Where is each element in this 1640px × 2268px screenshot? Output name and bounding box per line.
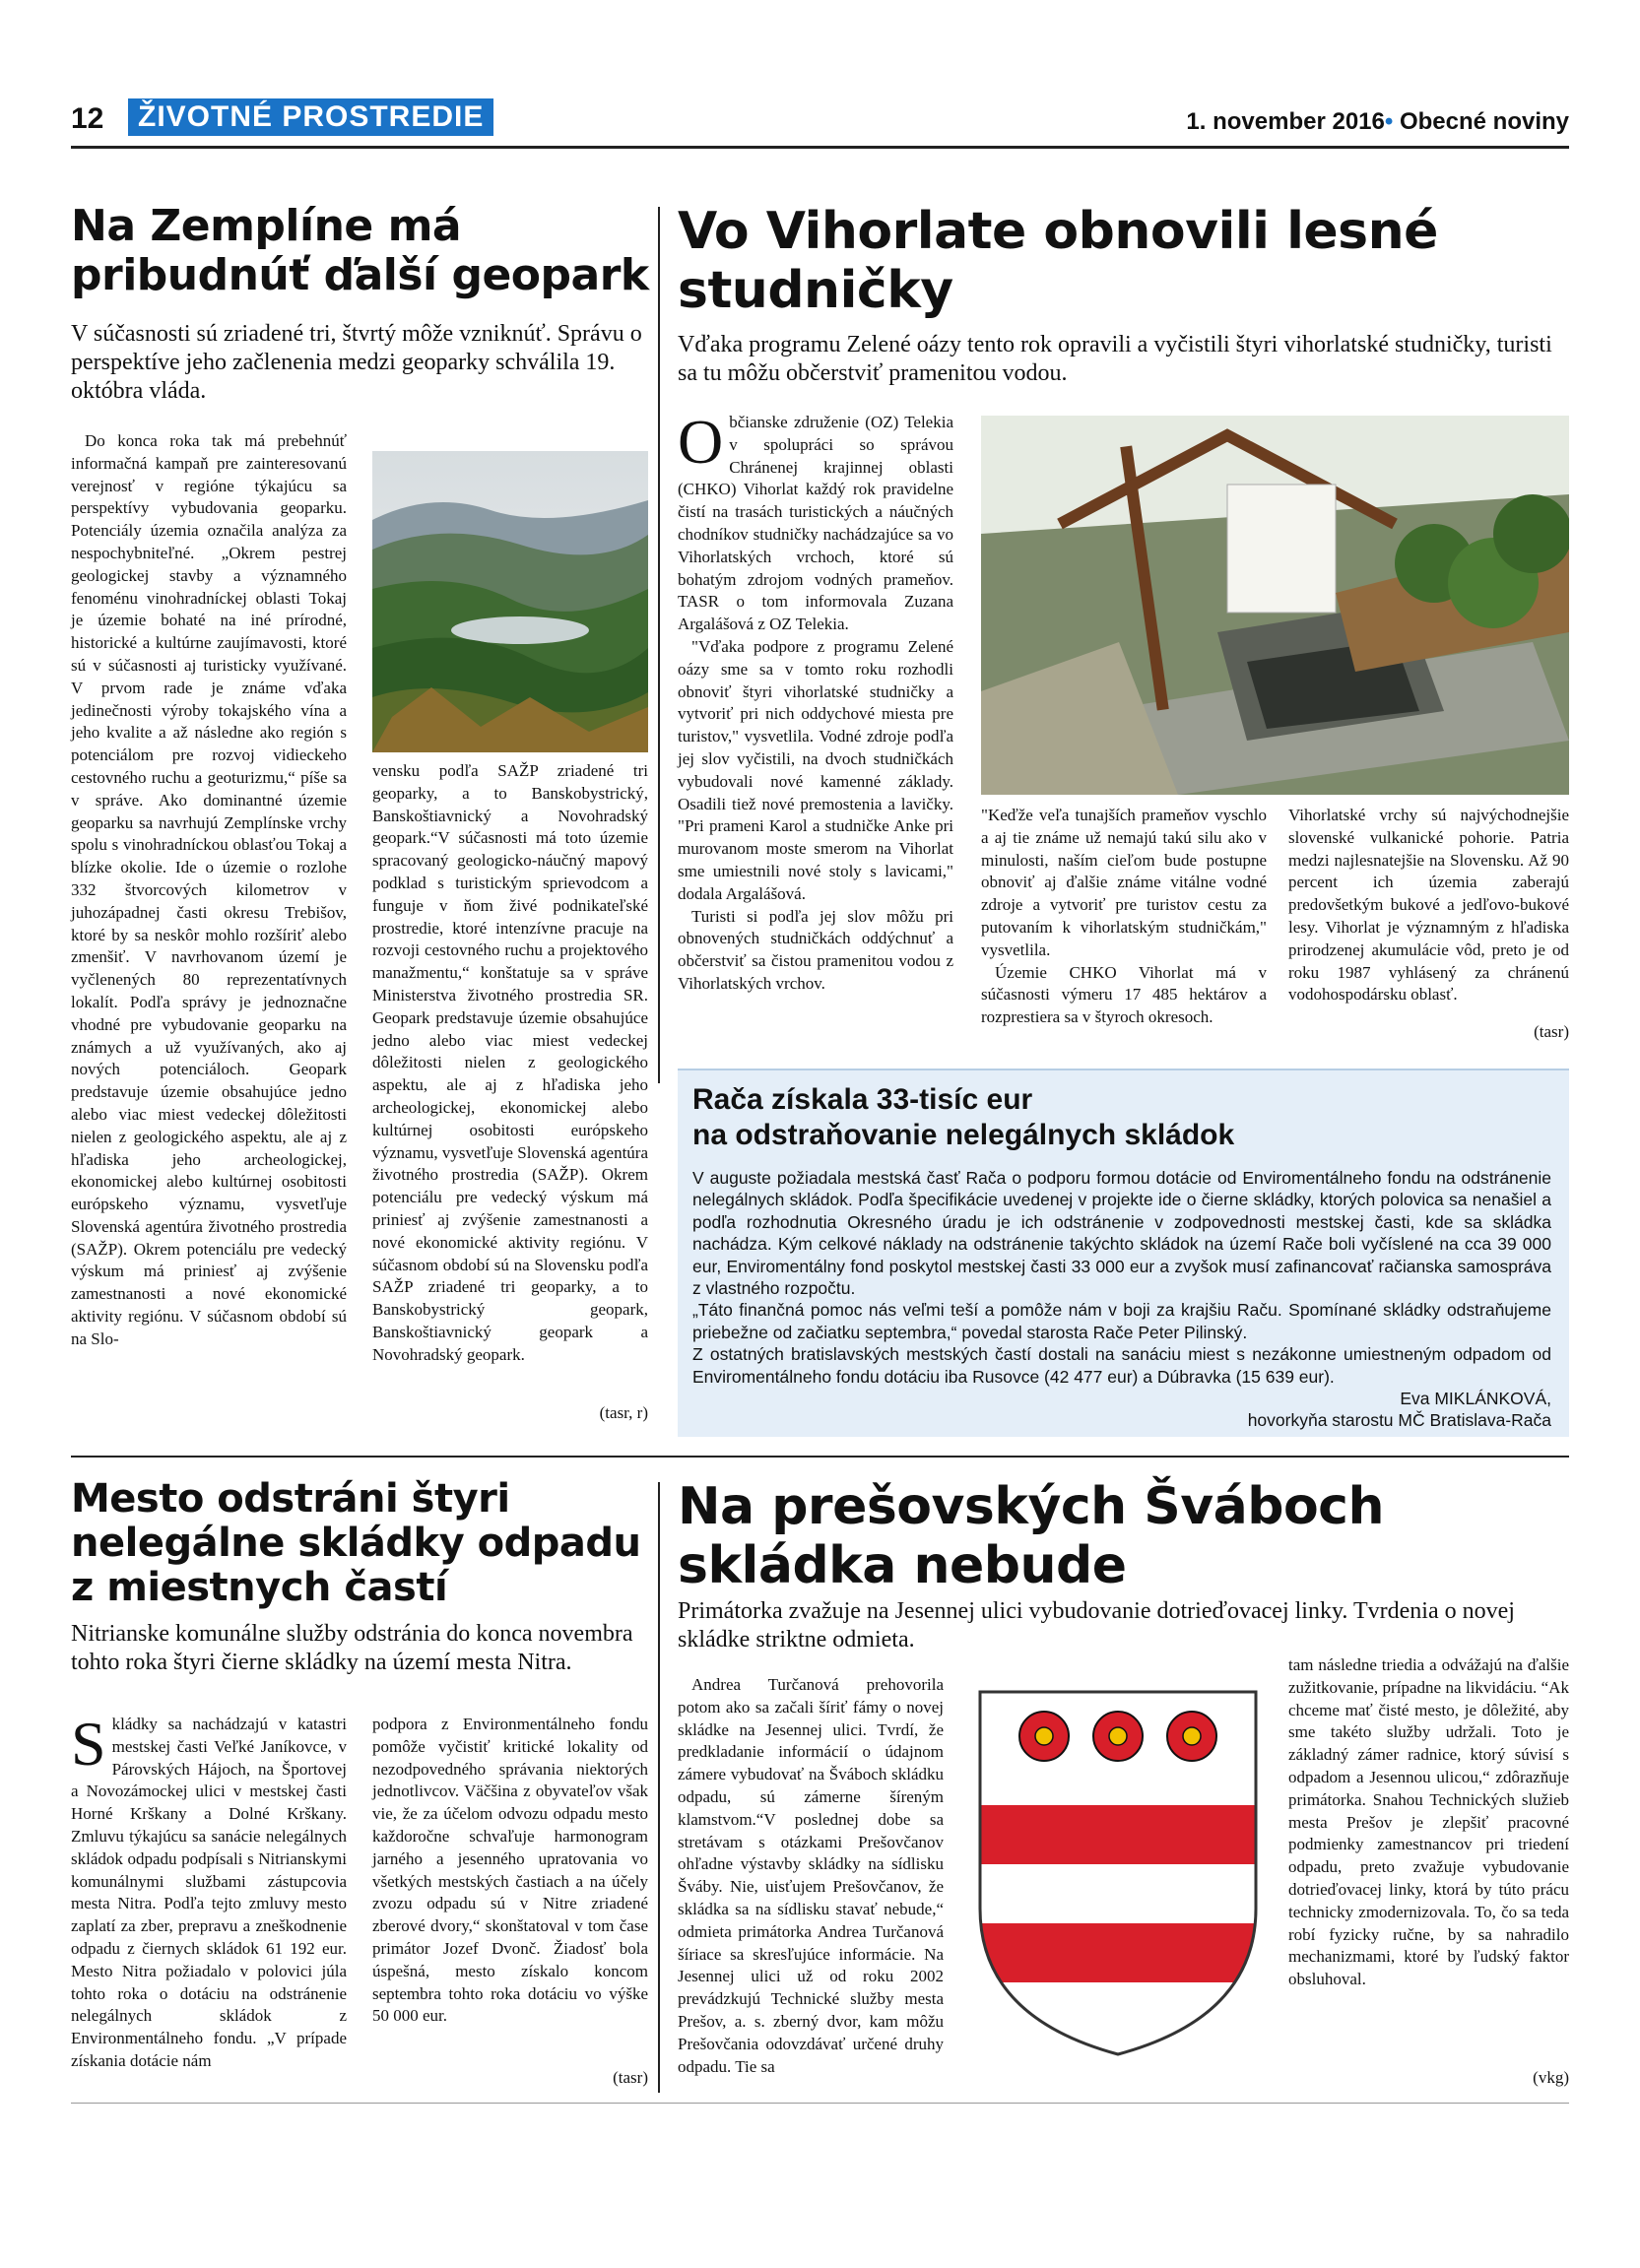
drop-cap: O bbox=[678, 407, 724, 477]
signature-name: Eva MIKLÁNKOVÁ, bbox=[1400, 1389, 1551, 1409]
paragraph: Andrea Turčanová prehovorila potom ako sa začali šíriť fámy o novej skládke na Jesennej ulici. Tvrdí, že predkladanie informácií o údajnom zámere vybudovať na Šváboch skládku odpadu, sú zámerne šíreným klamstvom.“V poslednej dobe sa stretávam s otázkami Prešovčanov ohľadne výstavby skládky na sídlisku Šváby. Nie, uisťujem Prešovčanov, že skládka sa na sídlisku stavať nebude,“ odmieta primátorka Andrea Turčanová šíriace sa skresľujúce informácie. Na Jesennej ulici už od roku 2002 prevádzkujú Technické služby mesta Prešov, a. s. zberný dvor, kam môžu Prešovčania odovzdávať určené druhy odpadu. Tie sa bbox=[678, 1675, 944, 2076]
section-label: ŽIVOTNÉ PROSTREDIE bbox=[128, 98, 493, 136]
article-body-nitra-col1 bbox=[71, 1709, 347, 2073]
article-lead-presov: Primátorka zvažuje na Jesennej ulici vybudovanie dotrieďovacej linky. Tvrdenia o novej skládke striktne odmieta. bbox=[678, 1598, 1515, 1652]
article-body-zemplin-col1 bbox=[71, 430, 347, 1351]
article-body-vihorlat-col3 bbox=[1288, 805, 1569, 1006]
signature-role: hovorkyňa starostu MČ Bratislava-Rača bbox=[1247, 1410, 1551, 1431]
title-line: Mesto odstráni štyri bbox=[71, 1476, 510, 1522]
header-rule bbox=[71, 146, 1569, 149]
issue-date: 1. november 2016 bbox=[1186, 108, 1385, 135]
article-body-vihorlat-col2 bbox=[981, 805, 1267, 1029]
well-image bbox=[981, 416, 1569, 795]
article-lead-vihorlat: Vďaka programu Zelené oázy tento rok opravili a vyčistili štyri vihorlatské studničky, turisti sa tu môžu občerstviť pramenitou vodou. bbox=[678, 332, 1552, 386]
masthead-info bbox=[1186, 108, 1569, 136]
title-line: Rača získala 33-tisíc eur bbox=[692, 1083, 1033, 1116]
box-body bbox=[692, 1167, 1551, 1432]
separator-dot: • bbox=[1384, 108, 1400, 135]
paragraph: V auguste požiadala mestská časť Rača o podporu formou dotácie od Enviromentálneho fondu na odstránenie nelegálnych skládok. Podľa špecifikácie uvedenej v projekte ide o čierne skládky, ktorých polovica sa nenašiel a podľa rozhodnutia Okresného úradu je ich odstránenie v zodpovednosti mestskej časti, kde sa skládka nachádza. Kým celkové náklady na odstránenie takýchto skládok na území Rače boli vyčíslené na cca 39 000 eur, Enviromentálny fond poskytol mestskej časti 33 000 eur a zvyšok musí zafinancovať račianska samospráva z vlastného rozpočtu. bbox=[692, 1168, 1551, 1299]
paragraph: Turisti si podľa jej slov môžu pri obnovených studničkách oddýchnuť a občerstviť sa čistou pramenitou vodou z Vihorlatských vrchov. bbox=[678, 906, 953, 993]
source-presov: (vkg) bbox=[1533, 2068, 1569, 2087]
source-vihorlat: (tasr) bbox=[1534, 1022, 1569, 1041]
paragraph: Územie CHKO Vihorlat má v súčasnosti výmeru 17 485 hektárov a rozprestiera sa v štyroch okresoch. bbox=[981, 962, 1267, 1027]
paragraph: bčianske združenie (OZ) Telekia v spolupráci so správou Chránenej krajinnej oblasti (CHKO) Vihorlat každý rok pravidelne čistí na trasách turistických a náučných chodníkov studničky nachádzajúce sa vo Vihorlatských vrchoch, ktoré sú bohatým zdrojom vodných prameňov. TASR o tom informovala Zuzana Argalášová z OZ Telekia. bbox=[678, 413, 953, 634]
landscape-image bbox=[372, 451, 648, 752]
photo-well-vihorlat bbox=[981, 416, 1569, 795]
section-rule bbox=[71, 1456, 1569, 1458]
column-divider bbox=[658, 1482, 660, 2093]
page-number: 12 bbox=[71, 102, 104, 135]
paragraph: podpora z Environmentálneho fondu pomôže vyčistiť kritické lokality od nezodpovedného správania niektorých jednotlivcov. Väčšina z obyvateľov však vie, že za účelom odvozu odpadu mesto každoročne schvaľuje harmonogram jarného a jesenného upratovania vo všetkých mestských častiach a na účely zvozu odpadu sú v Nitre zriadené zberové dvory,“ skonštatoval v tom čase primátor Jozef Dvonč. Žiadosť bola úspešná, mesto získalo koncom septembra tohto roka dotáciu vo výške 50 000 eur. bbox=[372, 1715, 648, 2026]
paragraph: "Keďže veľa tunajších prameňov vyschlo a aj tie známe už nemajú takú silu ako v minulosti, naším cieľom bude postupne obnoviť aj ďalšie známe vitálne vodné zdroje a vytvoriť pre turistov cestu za putovaním k vihorlatským studničkám," vysvetlila. bbox=[981, 806, 1267, 959]
paragraph: Do konca roka tak má prebehnúť informačná kampaň pre zainteresovanú verejnosť v regióne týkajúcu sa perspektívy vybudovania geoparku. Potenciály územia označila analýza za nespochybniteľné. „Okrem pestrej geologickej stavby a významného fenoménu vinohradníckej oblasti Tokaj je územie bohaté na iné prírodné, historické a kultúrne zaujímavosti, ktoré sú v súčasnosti aj turisticky využívané. V prvom rade je známe vďaka jedinečnosti výroby tokajského vína a jeho kvalite a až následne ako región s potenciálom pre rozvoj vidieckeho cestovného ruchu a geoturizmu,“ píše sa v správe. Ako dominantné územie geoparku sa navrhujú Zemplínske vrchy spolu s vinohradníckou oblasťou Tokaj a blízke okolie. Ide o územie o rozlohe 332 štvorcových kilometrov v juhozápadnej časti okresu Trebišov, ktoré by sa neskôr mohlo rozšíriť alebo zmenšiť. V navrhovanom území je vyčlenených 80 reprezentatívnych lokalít. Podľa správy je jednoznačne vhodné pre vybudovanie geoparku na známych a už využívaných, ako aj nových potenciáloch. Geopark predstavuje územie obsahujúce jedno alebo viac miest vedeckej dôležitosti nielen z geologického aspektu, ale aj z hľadiska jeho archeologickej, ekonomickej alebo kultúrnej osobitosti európskeho významu, vysvetľuje Slovenská agentúra životného prostredia (SAŽP). Okrem potenciálu pre vedecký výskum má priniesť aj zvýšenie zamestnanosti a nové ekonomické aktivity regiónu. V súčasnom období sú na Slo- bbox=[71, 431, 347, 1348]
article-body-nitra-col2 bbox=[372, 1714, 648, 2028]
rose-icon bbox=[1019, 1712, 1069, 1761]
title-line: nelegálne skládky odpadu bbox=[71, 1521, 641, 1566]
paragraph: Vihorlatské vrchy sú najvýchodnejšie slovenské vulkanické pohorie. Patria medzi najlesnatejšie na Slovensku. Až 90 percent ich územia zaberajú predovšetkým bukové a jedľovo-bukové lesy. Vihorlat je významným z hľadiska prirodzenej akumulácie vôd, preto je od roku 1987 vyhlásený za chránenú vodohospodársku oblasť. bbox=[1288, 806, 1569, 1004]
drop-cap: S bbox=[71, 1709, 106, 1779]
article-body-zemplin-col2 bbox=[372, 760, 648, 1367]
title-line: Na prešovských Šváboch bbox=[678, 1477, 1385, 1536]
article-title-vihorlat bbox=[678, 202, 1569, 320]
title-line: z miestnych častí bbox=[71, 1565, 448, 1610]
source-zemplin: (tasr, r) bbox=[599, 1403, 648, 1422]
paragraph: tam následne triedia a odvážajú na ďalšie zužitkovanie, prípadne na likvidáciu. “Ak chceme mať čisté mesto, je dôležité, aby sme takéto služby udržali. Toto je základný zámer radnice, ktorý súvisí s odpadom a Jesennou ulicou,“ zdôrazňuje primátorka. Snahou Technických služieb mesta Prešov je zlepšiť pracovné podmienky zamestnancov pri triedení odpadu, preto zvažuje vybudovanie dotrieďovacej linky, ktorá by túto prácu technicky zmodernizovala. To, čo sa teda robí fyzicky ručne, by sa nahradilo mechanizmami, ktoré by ľudský faktor obsluhoval. bbox=[1288, 1655, 1569, 1989]
title-line: Na Zemplíne má bbox=[71, 201, 462, 251]
rose-icon bbox=[1093, 1712, 1143, 1761]
paragraph: "Vďaka podpore z programu Zelené oázy sme sa v tomto roku rozhodli obnoviť štyri vihorlatské studničky a vytvoriť pri nich oddychové miesta pre turistov," vysvetlila. Vodné zdroje podľa jej slov vyčistili, na dvoch studničkách vybudovali nové kamenné základy. Osadili tiež nové premostenia a lavičky. "Pri prameni Karol a studničke Anke pri murovanom moste smerom na Vihorlat sme umiestnili nové stoly s lavicami," dodala Argalášová. bbox=[678, 636, 953, 903]
paragraph: kládky sa nachádzajú v katastri mestskej časti Veľké Janíkovce, v Párovských Hájoch, na Športovej a Novozámockej ulici v mestskej časti Horné Krškany a Dolné Krškany. Zmluvu týkajúcu sa sanácie nelegálnych skládok odpadu podpísali s Nitrianskymi komunálnymi službami zástupcovia mesta Nitra. Podľa tejto zmluvy mesto zaplatí za zber, prepravu a zneškodnenie odpadu z čiernych skládok 61 192 eur. Mesto Nitra požiadalo v polovici júla tohto roka o dotáciu na odstránenie nelegálnych skládok z Environmentálneho fondu. „V prípade získania dotácie nám bbox=[71, 1715, 347, 2070]
info-box-raca bbox=[678, 1069, 1569, 1437]
publication-name: Obecné noviny bbox=[1399, 108, 1569, 135]
article-title-presov bbox=[678, 1477, 1569, 1595]
article-body-presov-col1 bbox=[678, 1674, 944, 2078]
coat-of-arms-image bbox=[970, 1682, 1266, 2061]
footer-rule bbox=[71, 2103, 1569, 2104]
paragraph: „Táto finančná pomoc nás veľmi teší a pomôže nám v boji za krajšiu Raču. Spomínané skládky odstraňujeme priebežne od začiatku septembra,“ povedal starosta Rače Peter Pilinský. bbox=[692, 1300, 1551, 1342]
column-divider bbox=[658, 207, 660, 1083]
rose-icon bbox=[1167, 1712, 1216, 1761]
paragraph: Z ostatných bratislavských mestských častí dostali na sanáciu miest s nezákonne umiestneným odpadom od Enviromentálneho fondu dotáciu iba Rusovce (42 477 eur) a Dúbravka (15 639 eur). bbox=[692, 1344, 1551, 1387]
article-lead-nitra: Nitrianske komunálne služby odstránia do konca novembra tohto roka štyri čierne skládky na území mesta Nitra. bbox=[71, 1621, 633, 1675]
box-title bbox=[692, 1082, 1559, 1153]
title-line: Vo Vihorlate obnovili lesné bbox=[678, 202, 1438, 261]
title-line: skládka nebude bbox=[678, 1536, 1127, 1595]
title-line: pribudnúť ďalší geopark bbox=[71, 250, 649, 300]
article-lead-zemplin: V súčasnosti sú zriadené tri, štvrtý môže vzniknúť. Správu o perspektíve jeho začlenenia medzi geoparky schválila 19. októbra vláda. bbox=[71, 321, 642, 404]
article-title-zemplin bbox=[71, 202, 652, 300]
coat-of-arms-presov bbox=[970, 1682, 1266, 2061]
photo-tokaj-landscape bbox=[372, 451, 648, 752]
article-title-nitra bbox=[71, 1477, 652, 1610]
source-nitra: (tasr) bbox=[613, 2068, 648, 2087]
title-line: studničky bbox=[678, 261, 953, 320]
article-body-presov-col2 bbox=[1288, 1654, 1569, 1991]
title-line: na odstraňovanie nelegálnych skládok bbox=[692, 1119, 1235, 1151]
paragraph: vensku podľa SAŽP zriadené tri geoparky, a to Banskobystrický, Banskoštiavnický a Novohradský geopark.“V súčasnosti má toto územie spracovaný geologicko-náučný mapový podklad s turistickým sprievodcom a funguje v ňom živé podnikateľské prostredie, ktoré intenzívne pracuje na rozvoji cestovného ruchu a projektového manažmentu,“ konštatuje sa v správe Ministerstva životného prostredia SR. Geopark predstavuje územie obsahujúce jedno alebo viac miest vedeckej dôležitosti nielen z geologického aspektu, ale aj z hľadiska jeho archeologickej, ekonomickej alebo kultúrnej osobitosti európskeho významu, vysvetľuje Slovenská agentúra životného prostredia (SAŽP). Okrem potenciálu pre vedecký výskum má priniesť aj zvýšenie zamestnanosti a nové ekonomické aktivity regiónu. V súčasnom období sú na Slovensku podľa SAŽP zriadené tri geoparky, a to Banskobystrický geopark, Banskoštiavnický geopark a Novohradský geopark. bbox=[372, 761, 648, 1364]
article-body-vihorlat-col1 bbox=[678, 407, 953, 996]
